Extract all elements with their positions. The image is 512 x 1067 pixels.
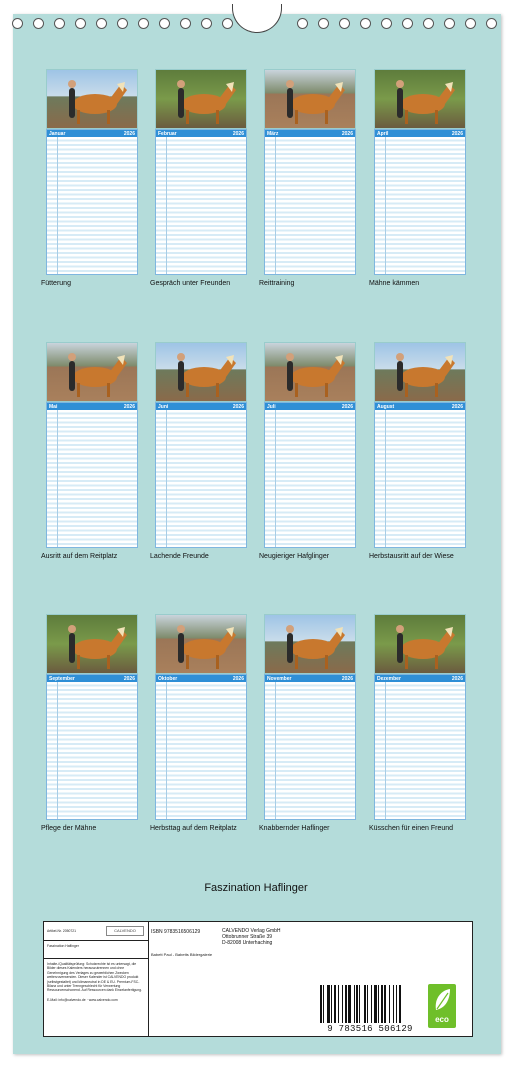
day-rows	[47, 410, 137, 547]
month-grid	[264, 402, 356, 548]
info-left-column	[44, 922, 149, 1036]
binding-hole	[444, 18, 455, 29]
eco-label: eco	[435, 1015, 449, 1024]
binding-hole	[138, 18, 149, 29]
day-rows	[265, 682, 355, 819]
binding-hole	[402, 18, 413, 29]
month-caption: Pflege der Mähne	[41, 825, 97, 832]
isbn: ISBN 9783516506129	[151, 929, 201, 935]
day-rows	[156, 137, 246, 274]
publisher-line-3: D-82008 Unterhaching	[222, 940, 273, 946]
month-name: November	[267, 675, 292, 682]
binding-hole	[222, 18, 233, 29]
month-photo	[374, 342, 466, 402]
month-grid	[46, 674, 138, 820]
contact-email: E-Mail: info@calvendo.de · www.calvendo.com	[47, 998, 118, 1002]
month-year: 2026	[232, 130, 244, 137]
day-rows	[47, 137, 137, 274]
month-name: Dezember	[377, 675, 401, 682]
binding-hole	[159, 18, 170, 29]
month-caption: Lachende Freunde	[150, 553, 209, 560]
month-photo	[46, 69, 138, 129]
month-caption: Neugieriger Hafglinger	[259, 553, 330, 560]
month-photo	[46, 342, 138, 402]
month-caption: Herbsttag auf dem Reitplatz	[150, 825, 237, 832]
binding-hole	[297, 18, 308, 29]
month-caption: Knabbernder Haflinger	[259, 825, 330, 832]
binding-hole	[318, 18, 329, 29]
binding-hole	[33, 18, 44, 29]
month-year: 2026	[341, 675, 353, 682]
month-caption: Küsschen für einen Freund	[369, 825, 454, 832]
day-rows	[265, 410, 355, 547]
month-grid	[46, 129, 138, 275]
binding-hole	[486, 18, 497, 29]
day-rows	[156, 410, 246, 547]
calendar-title: Faszination Haflinger	[204, 882, 308, 894]
month-year: 2026	[123, 403, 135, 410]
legal-text: Inhalte-/Qualitätsprüfung: Schutzrechte ist es untersagt, die Bilder dieses Kalenders herauszutrennen und ohne Genehmigung des Verlages zu gewerblichen Zwecken weiterzuverwenden. Dieser Kalender ist CALVENDO produkt (selbstgestaltet) und klimaneutral in DE & EU. Premium-FSC-Bilanz und unter Trenngeschlecht für Verwertung Ressourcenschonend. Auf Ressourcen dank Einzelanfertigung.	[47, 962, 142, 993]
month-year: 2026	[232, 675, 244, 682]
month-photo	[264, 69, 356, 129]
publisher-line-1: CALVENDO Verlag GmbH	[222, 928, 281, 934]
binding-hole	[381, 18, 392, 29]
binding-hole	[75, 18, 86, 29]
month-caption: Herbstausritt auf der Wiese	[369, 553, 454, 560]
day-rows	[375, 682, 465, 819]
eco-icon	[428, 984, 456, 1028]
month-name: Mai	[49, 403, 58, 410]
month-grid	[155, 402, 247, 548]
month-caption: Fütterung	[41, 280, 71, 287]
day-rows	[156, 682, 246, 819]
publisher-line-2: Ottobrunner Straße 39	[222, 934, 273, 940]
month-year: 2026	[232, 403, 244, 410]
month-name: Januar	[49, 130, 66, 137]
month-caption: Reittraining	[259, 280, 295, 287]
month-year: 2026	[451, 403, 463, 410]
month-photo	[264, 614, 356, 674]
binding-hole	[201, 18, 212, 29]
month-grid	[155, 129, 247, 275]
month-photo	[374, 69, 466, 129]
month-year: 2026	[341, 130, 353, 137]
binding-hole	[54, 18, 65, 29]
binding-hole	[465, 18, 476, 29]
day-rows	[375, 410, 465, 547]
month-grid	[264, 129, 356, 275]
month-photo	[155, 342, 247, 402]
month-photo	[46, 614, 138, 674]
day-rows	[265, 137, 355, 274]
month-name: Juni	[158, 403, 169, 410]
month-year: 2026	[123, 130, 135, 137]
month-grid	[374, 129, 466, 275]
binding-hole	[180, 18, 191, 29]
month-year: 2026	[451, 675, 463, 682]
info-middle-column	[148, 922, 318, 982]
binding-hole	[360, 18, 371, 29]
month-name: Juli	[267, 403, 276, 410]
month-year: 2026	[451, 130, 463, 137]
barcode-digits: 9 783516 506129	[327, 1024, 413, 1034]
article-number: Artikel-Nr. 2050721	[47, 929, 77, 933]
day-rows	[47, 682, 137, 819]
month-grid	[374, 402, 466, 548]
info-box	[43, 921, 473, 1037]
month-caption: Ausritt auf dem Reitplatz	[41, 553, 118, 560]
month-year: 2026	[341, 403, 353, 410]
month-grid	[46, 402, 138, 548]
binding-hole	[12, 18, 23, 29]
month-photo	[155, 69, 247, 129]
info-title-small: Faszination Haflinger	[47, 944, 79, 948]
binding-hole	[339, 18, 350, 29]
month-photo	[374, 614, 466, 674]
month-name: Oktober	[158, 675, 178, 682]
day-rows	[375, 137, 465, 274]
month-name: Februar	[158, 130, 177, 137]
month-caption: Mähne kämmen	[369, 280, 420, 287]
month-name: August	[377, 403, 395, 410]
binding-hole	[96, 18, 107, 29]
month-photo	[155, 614, 247, 674]
binding-hole	[423, 18, 434, 29]
month-photo	[264, 342, 356, 402]
barcode	[318, 982, 422, 1036]
calvendo-logo: CALVENDO	[106, 926, 144, 936]
month-grid	[155, 674, 247, 820]
month-year: 2026	[123, 675, 135, 682]
month-caption: Gespräch unter Freunden	[150, 280, 231, 287]
month-name: September	[49, 675, 75, 682]
month-grid	[264, 674, 356, 820]
month-name: März	[267, 130, 279, 137]
author: Babett Paul - Babetts Bildergalerie	[151, 952, 213, 957]
month-name: April	[377, 130, 389, 137]
binding-hole	[117, 18, 128, 29]
month-grid	[374, 674, 466, 820]
